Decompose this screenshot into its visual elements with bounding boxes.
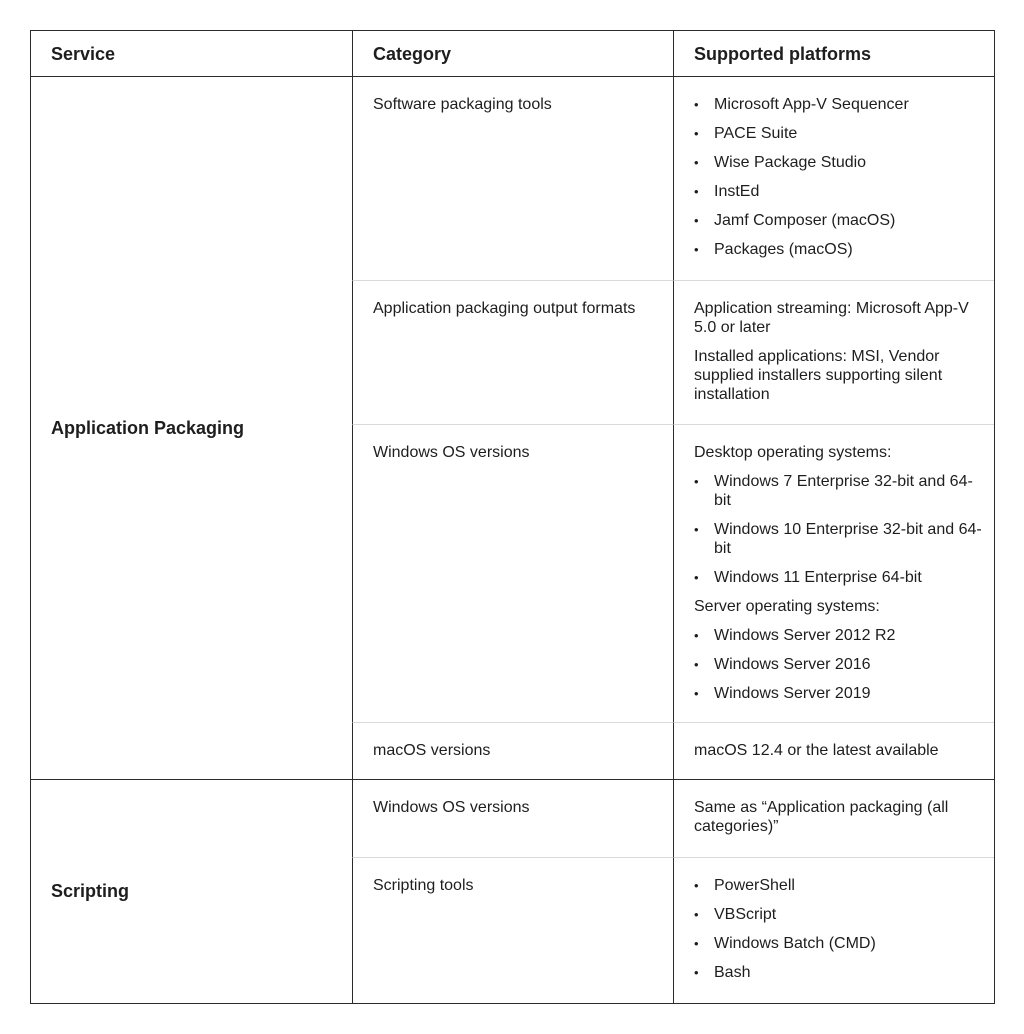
header-supported-platforms: Supported platforms — [673, 31, 994, 77]
category-output-formats: Application packaging output formats — [352, 281, 673, 425]
list-item: • PowerShell — [694, 876, 984, 895]
category-software-packaging-tools: Software packaging tools — [352, 77, 673, 281]
list-item: • Bash — [694, 963, 984, 982]
list-item: • Windows Server 2012 R2 — [694, 626, 984, 645]
category-scripting-tools: Scripting tools — [352, 858, 673, 1003]
platforms-scripting-windows-os: Same as “Application packaging (all categories)” — [673, 780, 994, 858]
platforms-windows-os-versions — [673, 425, 994, 723]
list-item: • Windows Batch (CMD) — [694, 934, 984, 953]
list-item: • Windows 10 Enterprise 32-bit and 64-bit — [694, 520, 984, 558]
platforms-macos-versions: macOS 12.4 or the latest available — [673, 723, 994, 780]
list-item: • InstEd — [694, 182, 984, 201]
list-item: • Jamf Composer (macOS) — [694, 211, 984, 230]
category-scripting-windows-os: Windows OS versions — [352, 780, 673, 858]
packaging-tools-list — [694, 95, 984, 259]
list-item: • Windows 11 Enterprise 64-bit — [694, 568, 984, 587]
list-item: • Microsoft App-V Sequencer — [694, 95, 984, 114]
platforms-output-formats — [673, 281, 994, 425]
header-category: Category — [352, 31, 673, 77]
service-scripting: Scripting — [51, 881, 130, 901]
list-item: • Windows 7 Enterprise 32-bit and 64-bit — [694, 472, 984, 510]
platforms-scripting-tools — [673, 858, 994, 1003]
server-os-list — [694, 626, 984, 703]
platforms-table — [30, 30, 995, 1004]
desktop-os-label: Desktop operating systems: — [694, 444, 892, 461]
server-os-label: Server operating systems: — [694, 598, 880, 615]
category-windows-os-versions: Windows OS versions — [352, 425, 673, 723]
category-macos-versions: macOS versions — [352, 723, 673, 780]
platforms-software-packaging-tools — [673, 77, 994, 281]
list-item: • Windows Server 2019 — [694, 684, 984, 703]
list-item: • VBScript — [694, 905, 984, 924]
list-item: • PACE Suite — [694, 124, 984, 143]
scripting-tools-list — [694, 876, 984, 982]
output-format-streaming: Application streaming: Microsoft App-V 5.0 or later — [694, 300, 969, 336]
desktop-os-list — [694, 472, 984, 587]
header-service: Service — [31, 31, 352, 77]
output-format-installed: Installed applications: MSI, Vendor supplied installers supporting silent installation — [694, 348, 943, 403]
list-item: • Packages (macOS) — [694, 240, 984, 259]
list-item: • Windows Server 2016 — [694, 655, 984, 674]
list-item: • Wise Package Studio — [694, 153, 984, 172]
service-application-packaging: Application Packaging — [31, 77, 352, 780]
